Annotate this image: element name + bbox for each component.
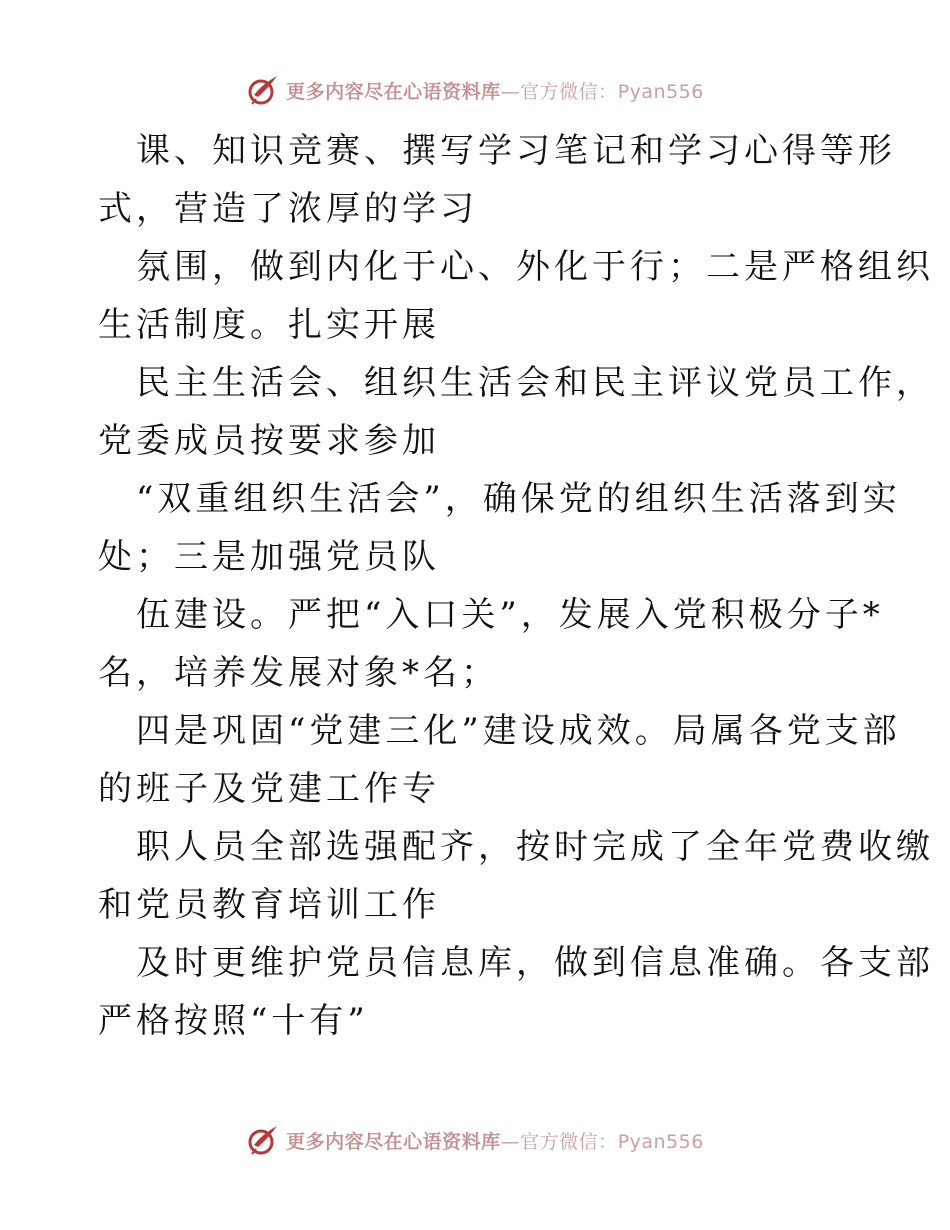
wechat-label: 官方微信： bbox=[520, 80, 618, 103]
body-line: “双重组织生活会”，确保党的组织生活落到实 bbox=[136, 479, 901, 519]
wechat-id: Pyan556 bbox=[617, 80, 704, 103]
header-banner-content bbox=[246, 73, 704, 107]
document-body bbox=[98, 122, 934, 1050]
body-line: 生活制度。扎实开展 bbox=[98, 305, 440, 345]
header-banner-text bbox=[286, 77, 704, 104]
body-line: 氛围，做到内化于心、外化于行；二是严格组织 bbox=[136, 247, 934, 287]
banner-separator: — bbox=[500, 1130, 521, 1153]
body-line: 四是巩固“党建三化”建设成效。局属各党支部 bbox=[136, 711, 901, 751]
wechat-id: Pyan556 bbox=[617, 1130, 704, 1153]
header-banner bbox=[0, 68, 950, 112]
banner-separator: — bbox=[500, 80, 521, 103]
site-name: 更多内容尽在心语资料库 bbox=[286, 1130, 501, 1153]
footer-banner-text bbox=[286, 1127, 704, 1154]
footer-banner-content bbox=[246, 1123, 704, 1157]
body-line: 职人员全部选强配齐，按时完成了全年党费收缴 bbox=[136, 827, 934, 867]
body-line: 党委成员按要求参加 bbox=[98, 421, 440, 461]
body-line: 伍建设。严把“入口关”，发展入党积极分子* bbox=[136, 595, 884, 635]
quill-logo-icon bbox=[246, 1123, 280, 1157]
body-line: 课、知识竞赛、撰写学习笔记和学习心得等形 bbox=[136, 131, 896, 171]
body-line: 及时更维护党员信息库，做到信息准确。各支部 bbox=[136, 943, 934, 983]
body-line: 和党员教育培训工作 bbox=[98, 885, 440, 925]
footer-banner bbox=[0, 1118, 950, 1162]
body-line: 的班子及党建工作专 bbox=[98, 769, 440, 809]
body-line: 名，培养发展对象*名； bbox=[98, 653, 499, 693]
body-line: 式，营造了浓厚的学习 bbox=[98, 189, 478, 229]
body-line: 处；三是加强党员队 bbox=[98, 537, 440, 577]
site-name: 更多内容尽在心语资料库 bbox=[286, 80, 501, 103]
quill-logo-icon bbox=[246, 73, 280, 107]
body-line: 民主生活会、组织生活会和民主评议党员工作， bbox=[136, 363, 934, 403]
body-line: 严格按照“十有” bbox=[98, 1001, 369, 1041]
wechat-label: 官方微信： bbox=[520, 1130, 618, 1153]
